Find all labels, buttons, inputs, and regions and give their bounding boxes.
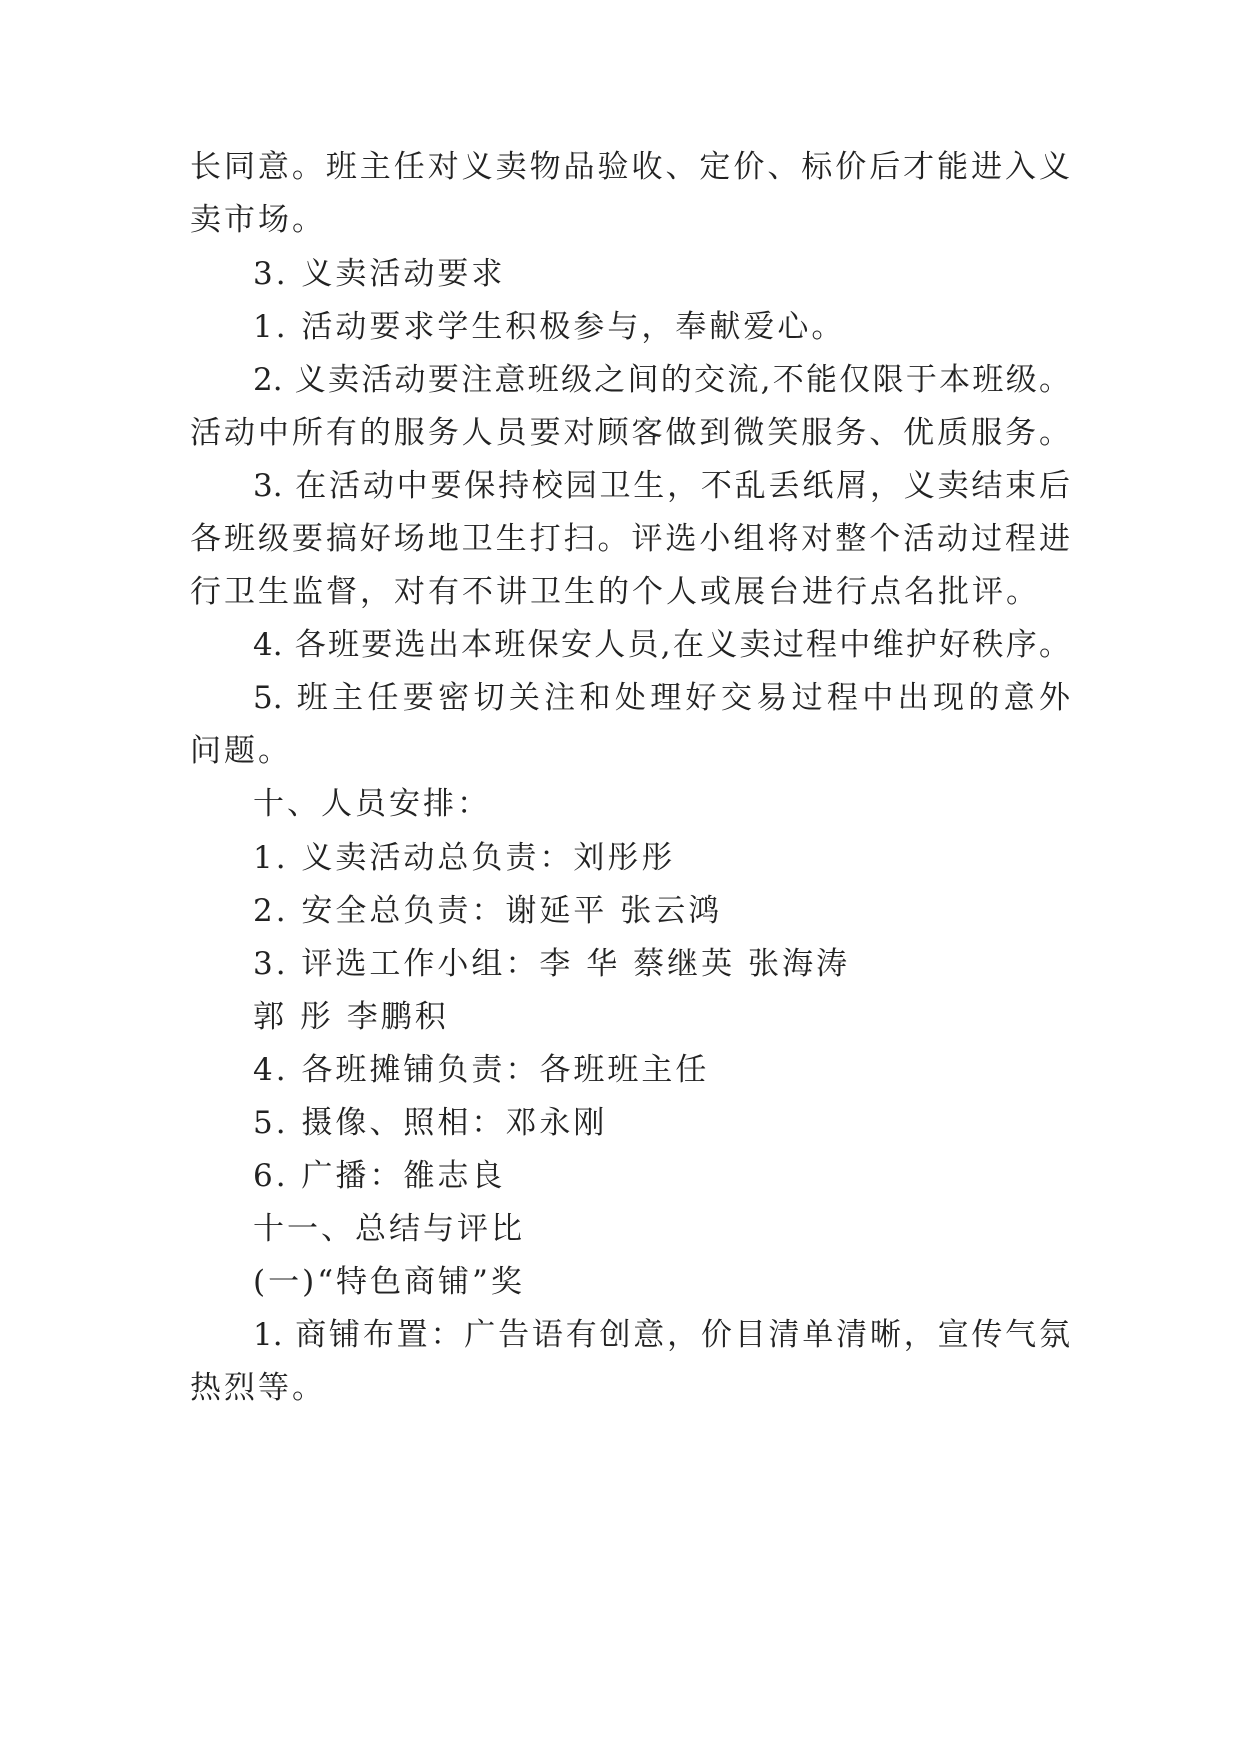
paragraph-line: 1. 活动要求学生积极参与，奉献爱心。 — [253, 309, 846, 345]
paragraph-line: 5. 摄像、照相：邓永刚 — [253, 1105, 608, 1141]
paragraph-line: 4. 各班要选出本班保安人员,在义卖过程中维护好秩序。 — [253, 627, 1070, 663]
paragraph-line: 6. 广播：雒志良 — [253, 1158, 506, 1194]
paragraph-line: 各班级要搞好场地卫生打扫。评选小组将对整个活动过程进 — [190, 521, 1070, 557]
paragraph-line: 热烈等。 — [190, 1370, 326, 1406]
subsection-heading: (一)“特色商铺”奖 — [253, 1264, 525, 1300]
paragraph-line: 1. 义卖活动总负责：刘彤彤 — [253, 840, 676, 876]
paragraph-line: 5. 班主任要密切关注和处理好交易过程中出现的意外 — [253, 680, 1070, 716]
paragraph-line: 问题。 — [190, 733, 292, 769]
paragraph-line: 活动中所有的服务人员要对顾客做到微笑服务、优质服务。 — [190, 415, 1070, 451]
paragraph-line: 卖市场。 — [190, 202, 326, 238]
paragraph-line: 3. 评选工作小组：李 华 蔡继英 张海涛 — [253, 946, 850, 982]
paragraph-line: 郭 彤 李鹏积 — [253, 999, 449, 1035]
section-heading: 3. 义卖活动要求 — [253, 256, 506, 292]
section-heading: 十、人员安排： — [253, 786, 491, 822]
paragraph-line: 2. 安全总负责：谢延平 张云鸿 — [253, 893, 723, 929]
paragraph-line: 4. 各班摊铺负责：各班班主任 — [253, 1052, 710, 1088]
paragraph-line: 3. 在活动中要保持校园卫生，不乱丢纸屑，义卖结束后 — [253, 468, 1070, 504]
paragraph-line: 行卫生监督，对有不讲卫生的个人或展台进行点名批评。 — [190, 574, 1040, 610]
section-heading: 十一、总结与评比 — [253, 1211, 525, 1247]
paragraph-line: 长同意。班主任对义卖物品验收、定价、标价后才能进入义 — [190, 149, 1070, 185]
paragraph-line: 1. 商铺布置：广告语有创意，价目清单清晰，宣传气氛 — [253, 1317, 1070, 1353]
paragraph-line: 2. 义卖活动要注意班级之间的交流,不能仅限于本班级。 — [253, 362, 1070, 398]
